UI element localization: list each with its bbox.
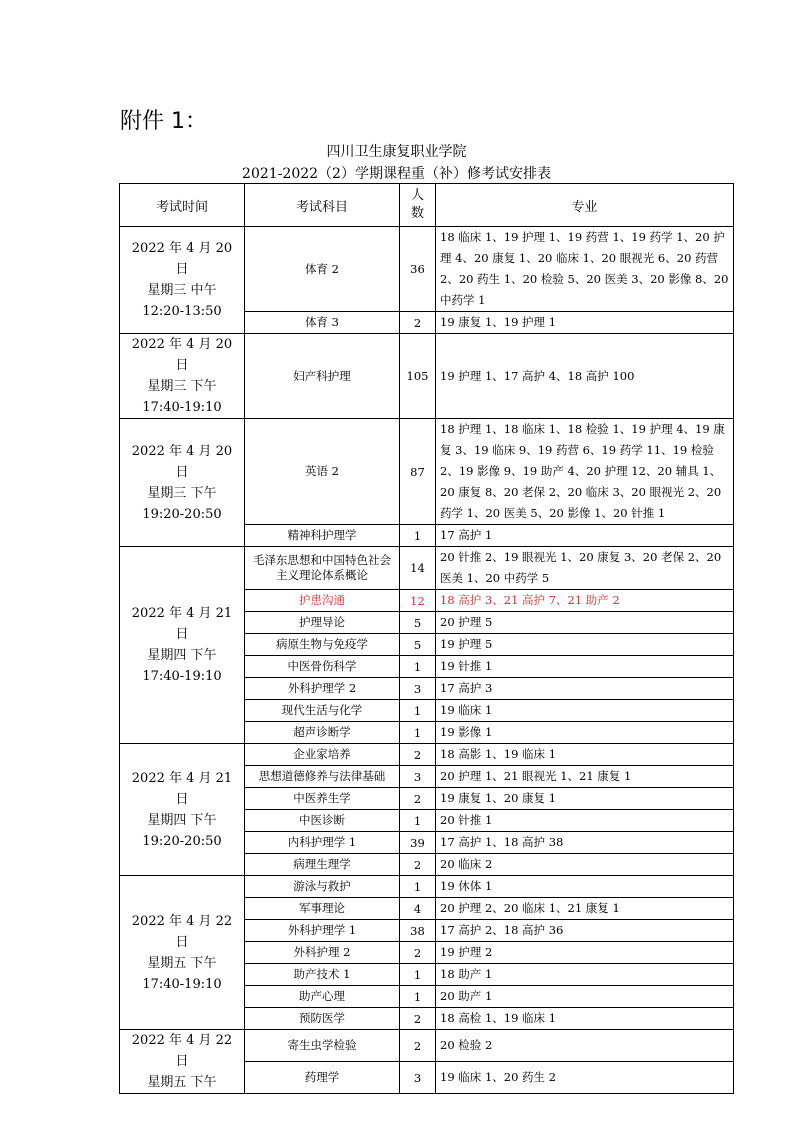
- count-cell: 1: [400, 986, 436, 1008]
- exam-date: 2022 年 4 月 21 日: [131, 770, 233, 807]
- major-cell: 19 康复 1、19 护理 1: [436, 312, 734, 334]
- major-cell: 20 护理 1、21 眼视光 1、21 康复 1: [436, 766, 734, 788]
- major-cell: 18 临床 1、19 护理 1、19 药营 1、19 药学 1、20 护理 4、20 康复 1、20 临床 1、20 眼视光 6、20 药营 2、20 药生 1、20 检验 5、20 医美 3、20 影像 8、20 中药学 1: [436, 227, 734, 312]
- major-cell: 20 助产 1: [436, 986, 734, 1008]
- major-cell: 19 康复 1、20 康复 1: [436, 788, 734, 810]
- exam-time-cell: [120, 744, 245, 876]
- major-cell: 19 影像 1: [436, 722, 734, 744]
- subject-cell: 中医养生学: [245, 788, 400, 810]
- table-row: [120, 227, 734, 312]
- table-body: [120, 227, 734, 1094]
- exam-schedule-table: [119, 183, 734, 1094]
- subject-cell: 助产心理: [245, 986, 400, 1008]
- count-cell: 2: [400, 942, 436, 964]
- count-cell: 2: [400, 788, 436, 810]
- major-cell: 20 针推 1: [436, 810, 734, 832]
- major-cell: 20 护理 2、20 临床 1、21 康复 1: [436, 898, 734, 920]
- exam-day: 星期三 下午: [147, 485, 217, 501]
- major-cell: 19 护理 1、17 高护 4、18 高护 100: [436, 334, 734, 419]
- count-cell: 2: [400, 744, 436, 766]
- count-cell: 1: [400, 876, 436, 898]
- count-cell: 5: [400, 612, 436, 634]
- major-cell: 19 护理 5: [436, 634, 734, 656]
- subject-cell: 助产技术 1: [245, 964, 400, 986]
- major-cell: 18 助产 1: [436, 964, 734, 986]
- exam-date: 2022 年 4 月 20 日: [131, 337, 233, 373]
- major-cell: 18 高检 1、19 临床 1: [436, 1008, 734, 1030]
- header-time: 考试时间: [120, 184, 245, 227]
- exam-day: 星期三 下午: [147, 379, 217, 394]
- subject-cell: 体育 2: [245, 227, 400, 312]
- count-cell: 5: [400, 634, 436, 656]
- subject-cell: 毛泽东思想和中国特色社会主义理论体系概论: [245, 547, 400, 590]
- exam-time: 17:40-19:10: [142, 669, 222, 684]
- subject-cell: 内科护理学 1: [245, 832, 400, 854]
- subject-cell: 思想道德修养与法律基础: [245, 766, 400, 788]
- major-cell: 19 临床 1、20 药生 2: [436, 1062, 734, 1094]
- attachment-label: 附件 1：: [120, 109, 207, 134]
- exam-date: 2022 年 4 月 21 日: [131, 606, 233, 642]
- major-cell: 20 护理 5: [436, 612, 734, 634]
- count-cell: 105: [400, 334, 436, 419]
- subject-cell: 病原生物与免疫学: [245, 634, 400, 656]
- table-row: [120, 1030, 734, 1062]
- subject-cell: 药理学: [245, 1062, 400, 1094]
- exam-date: 2022 年 4 月 20 日: [131, 443, 233, 480]
- subject-cell: 体育 3: [245, 312, 400, 334]
- exam-date: 2022 年 4 月 22 日: [131, 1033, 233, 1069]
- major-cell: 20 临床 2: [436, 854, 734, 876]
- major-cell: 18 高护 3、21 高护 7、21 助产 2: [436, 590, 734, 612]
- table-row: [120, 547, 734, 590]
- count-cell: 1: [400, 964, 436, 986]
- count-cell: 39: [400, 832, 436, 854]
- major-cell: 19 临床 1: [436, 700, 734, 722]
- major-cell: 20 针推 2、19 眼视光 1、20 康复 3、20 老保 2、20 医美 1、20 中药学 5: [436, 547, 734, 590]
- table-row: [120, 419, 734, 525]
- exam-time-cell: [120, 227, 245, 334]
- header-major: 专业: [436, 184, 734, 227]
- major-cell: 17 高护 2、18 高护 36: [436, 920, 734, 942]
- count-cell: 3: [400, 1062, 436, 1094]
- subject-cell: 外科护理 2: [245, 942, 400, 964]
- document-subtitle: 2021-2022（2）学期课程重（补）修考试安排表: [242, 166, 551, 182]
- count-cell: 4: [400, 898, 436, 920]
- exam-time: 17:40-19:10: [142, 400, 222, 415]
- count-cell: 1: [400, 700, 436, 722]
- table-header-row: [120, 184, 734, 227]
- table-row: [120, 744, 734, 766]
- exam-day: 星期五 下午: [147, 955, 217, 971]
- header-subject: 考试科目: [245, 184, 400, 227]
- major-cell: 18 护理 1、18 临床 1、18 检验 1、19 护理 4、19 康复 3、19 临床 9、19 药营 6、19 药学 11、19 检验 2、19 影像 9、19 助产 4、20 护理 12、20 辅具 1、20 康复 8、20 老保 2、20 临床 3、20 眼视光 2、20 药学 1、20 医美 5、20 影像 1、20 针推 1: [436, 419, 734, 525]
- count-cell: 2: [400, 1008, 436, 1030]
- subject-cell: 护理导论: [245, 612, 400, 634]
- count-cell: 36: [400, 227, 436, 312]
- subject-cell: 外科护理学 2: [245, 678, 400, 700]
- exam-time-cell: [120, 334, 245, 419]
- subject-cell: 超声诊断学: [245, 722, 400, 744]
- subject-cell: 企业家培养: [245, 744, 400, 766]
- subject-cell: 病理生理学: [245, 854, 400, 876]
- subject-cell: 护患沟通: [245, 590, 400, 612]
- subject-cell: 现代生活与化学: [245, 700, 400, 722]
- major-cell: 17 高护 3: [436, 678, 734, 700]
- subject-cell: 游泳与救护: [245, 876, 400, 898]
- exam-day: 星期五 下午: [147, 1075, 217, 1090]
- count-cell: 87: [400, 419, 436, 525]
- exam-day: 星期四 下午: [147, 812, 217, 828]
- exam-time-cell: [120, 419, 245, 547]
- count-cell: 38: [400, 920, 436, 942]
- count-cell: 1: [400, 656, 436, 678]
- count-cell: 2: [400, 854, 436, 876]
- subject-cell: 精神科护理学: [245, 525, 400, 547]
- subject-cell: 英语 2: [245, 419, 400, 525]
- major-cell: 19 针推 1: [436, 656, 734, 678]
- exam-date: 2022 年 4 月 22 日: [131, 913, 233, 950]
- header-count: [400, 184, 436, 227]
- major-cell: 17 高护 1: [436, 525, 734, 547]
- major-cell: 19 休体 1: [436, 876, 734, 898]
- subject-cell: 中医骨伤科学: [245, 656, 400, 678]
- major-cell: 18 高影 1、19 临床 1: [436, 744, 734, 766]
- count-cell: 1: [400, 722, 436, 744]
- major-cell: 17 高护 1、18 高护 38: [436, 832, 734, 854]
- exam-day: 星期四 下午: [147, 648, 217, 663]
- count-cell: 12: [400, 590, 436, 612]
- document-title: 四川卫生康复职业学院: [326, 144, 467, 160]
- count-cell: 2: [400, 312, 436, 334]
- exam-time: 17:40-19:10: [142, 976, 222, 992]
- count-cell: 14: [400, 547, 436, 590]
- header-count-line2: 数: [410, 206, 424, 221]
- exam-time: 12:20-13:50: [142, 304, 222, 319]
- exam-time: 19:20-20:50: [142, 506, 222, 522]
- count-cell: 3: [400, 678, 436, 700]
- subject-cell: 中医诊断: [245, 810, 400, 832]
- exam-time: 19:20-20:50: [142, 833, 222, 849]
- count-cell: 2: [400, 1030, 436, 1062]
- exam-time-cell: [120, 1030, 245, 1094]
- major-cell: 20 检验 2: [436, 1030, 734, 1062]
- header-count-line1: 人: [410, 188, 424, 203]
- exam-time-cell: [120, 876, 245, 1030]
- subject-cell: 寄生虫学检验: [245, 1030, 400, 1062]
- count-cell: 3: [400, 766, 436, 788]
- exam-time-cell: [120, 547, 245, 744]
- subject-cell: 预防医学: [245, 1008, 400, 1030]
- subject-cell: 妇产科护理: [245, 334, 400, 419]
- count-cell: 1: [400, 810, 436, 832]
- exam-date: 2022 年 4 月 20 日: [131, 241, 233, 277]
- table-row: [120, 334, 734, 419]
- count-cell: 1: [400, 525, 436, 547]
- major-cell: 19 护理 2: [436, 942, 734, 964]
- exam-day: 星期三 中午: [147, 283, 217, 298]
- subject-cell: 军事理论: [245, 898, 400, 920]
- subject-cell: 外科护理学 1: [245, 920, 400, 942]
- table-row: [120, 876, 734, 898]
